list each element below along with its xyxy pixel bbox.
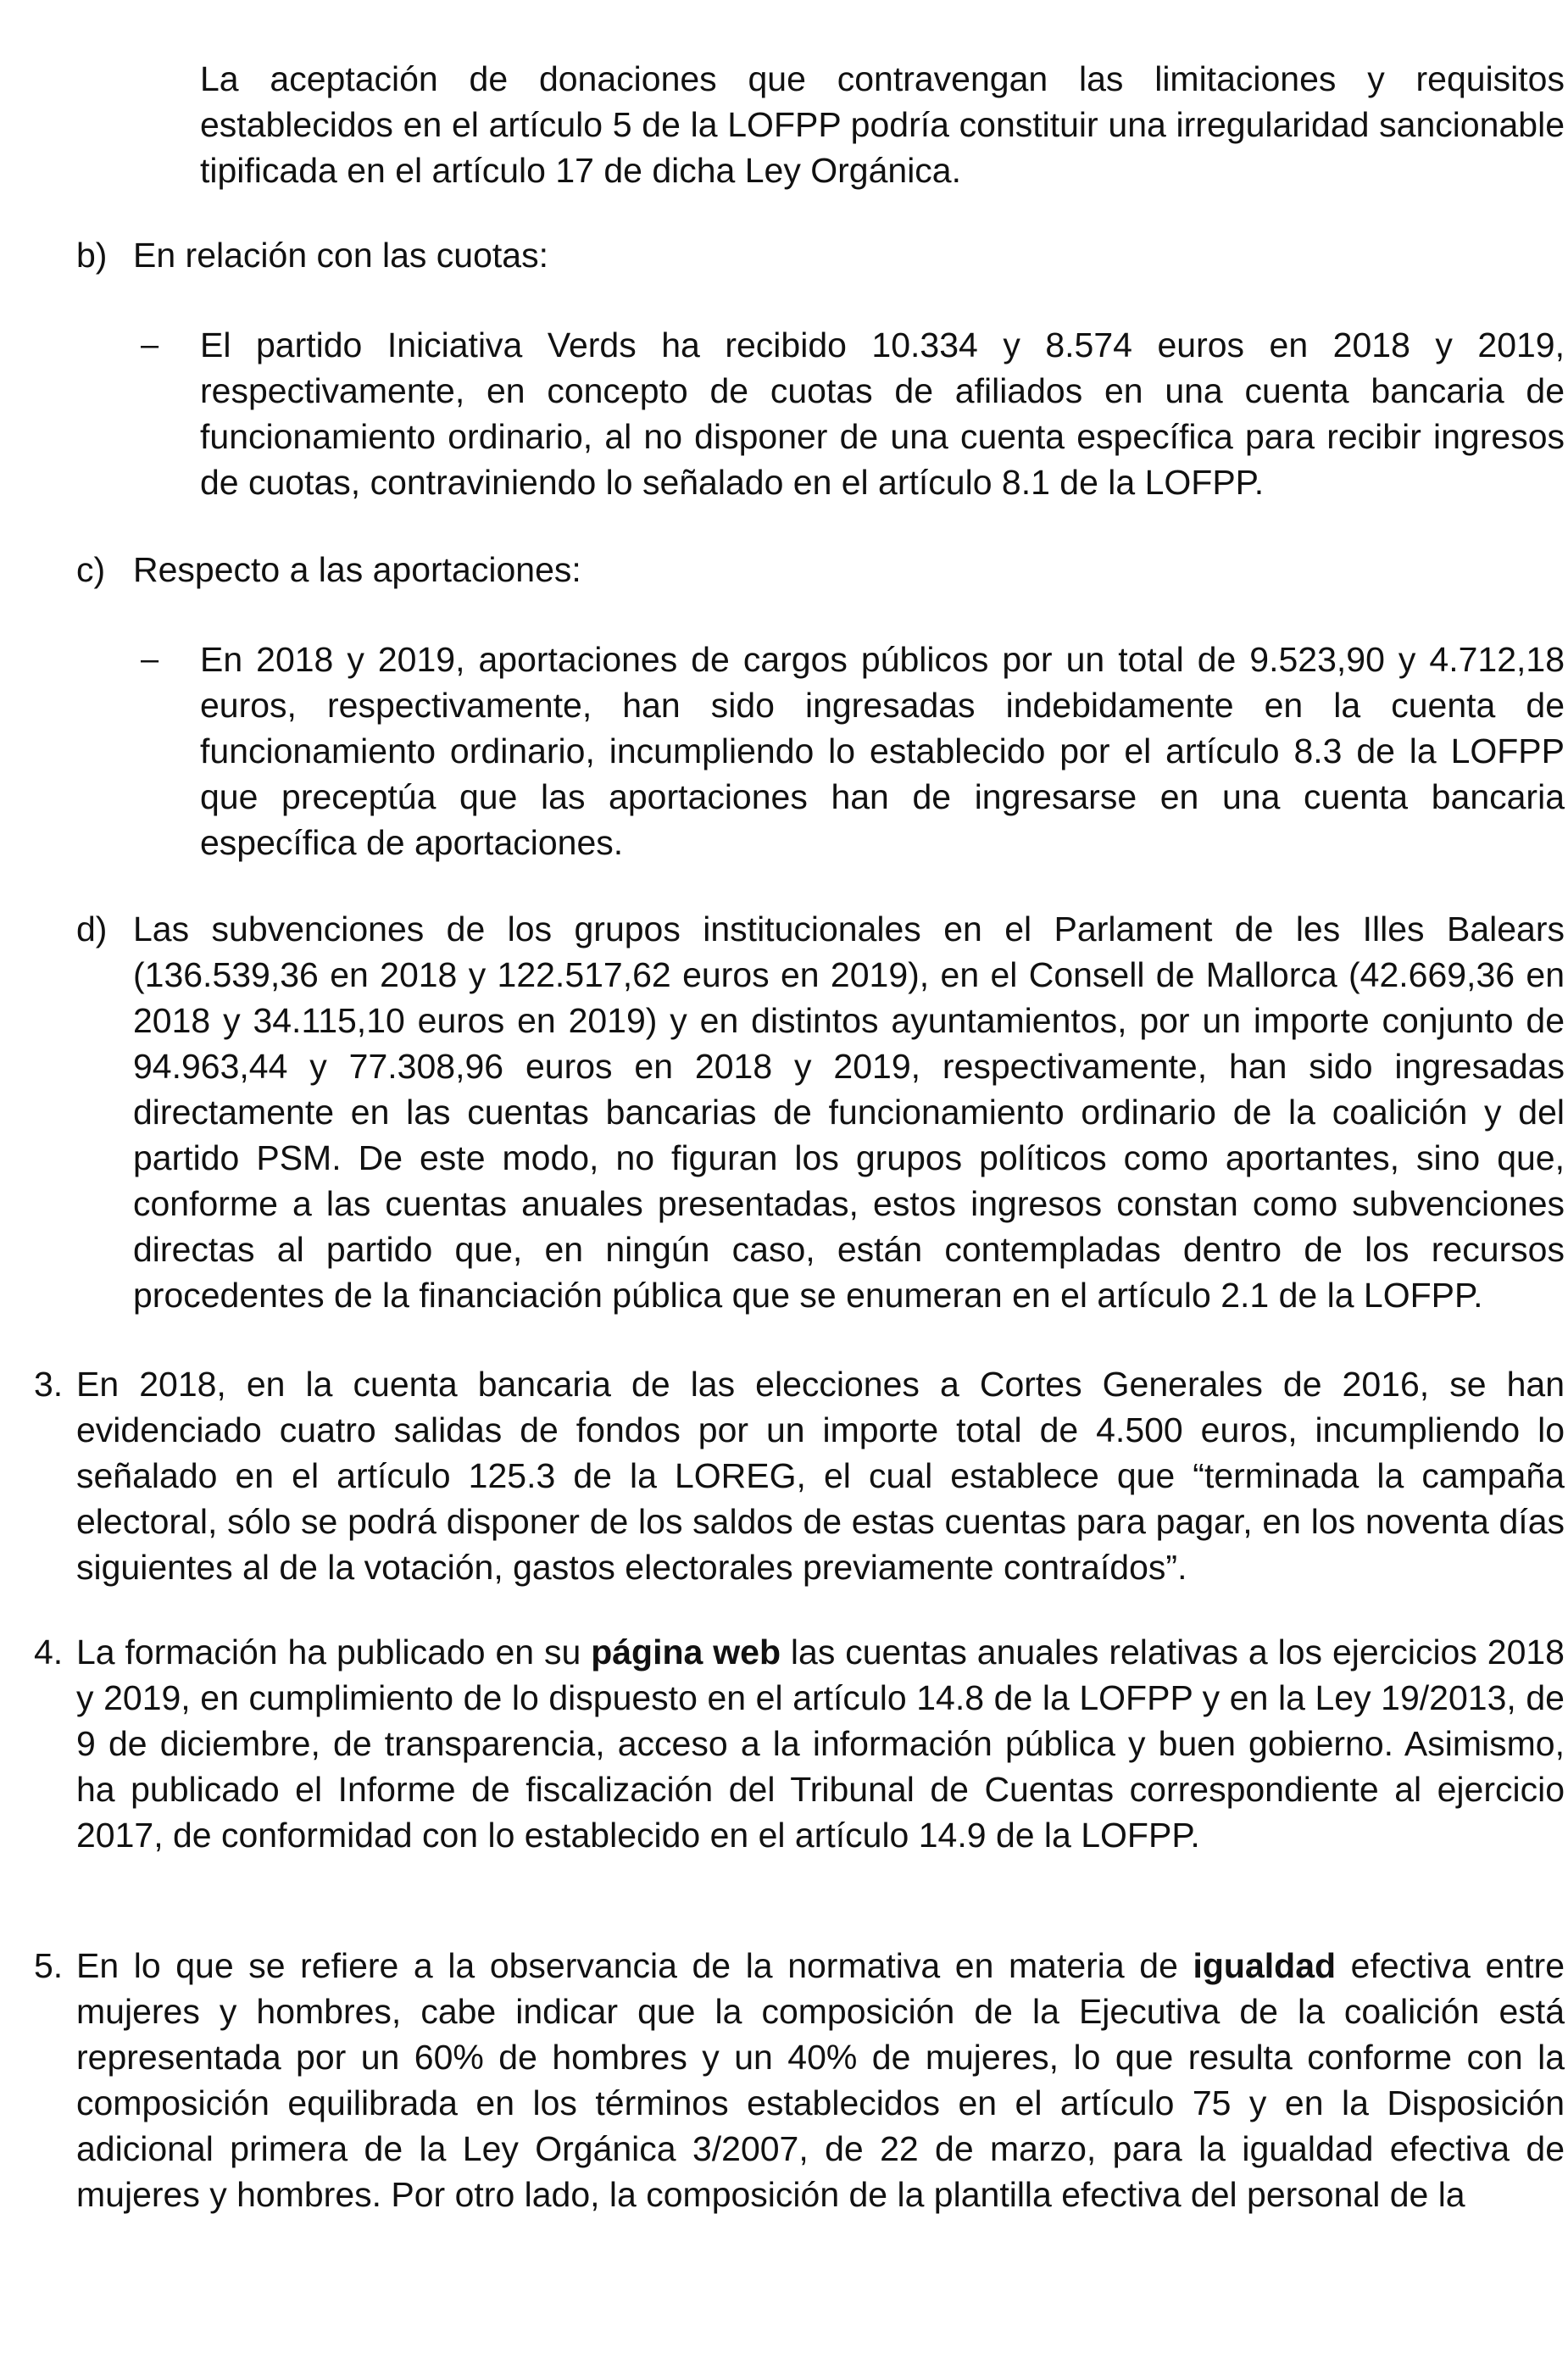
item-b-bullet <box>200 322 1565 505</box>
list-marker-d: d) <box>76 909 108 948</box>
bullet-text: En 2018 y 2019, aportaciones de cargos públicos por un total de 9.523,90 y 4.712,18 euros, respectivamente, han sido ingresadas indebidamente en la cuenta de funcionamiento ordinario, incumpliendo lo establecido por el artículo 8.3 de la LOFPP que preceptúa que las aportaciones han de ingresarse en una cuenta bancaria específica de aportaciones. <box>200 640 1565 862</box>
paragraph-text: La aceptación de donaciones que contravengan las limitaciones y requisitos establecidos en el artículo 5 de la LOFPP podría constituir una irregularidad sancionable tipificada en el artículo 17 de dicha Ley Orgánica. <box>200 59 1565 190</box>
list-marker-b: b) <box>76 236 108 275</box>
text-segment: La formación ha publicado en su <box>76 1633 592 1672</box>
text-segment: En lo que se refiere a la observancia de la normativa en materia de <box>76 1946 1193 1985</box>
text-segment: las cuentas anuales relativas a los ejercicios 2018 y 2019, en cumplimiento de lo dispuesto en el artículo 14.8 de la LOFPP y en la Ley 19/2013, de 9 de diciembre, de transparencia, acceso a la información pública y buen gobierno. Asimismo, ha publicado el Informe de fiscalización del Tribunal de Cuentas correspondiente al ejercicio 2017, de conformidad con lo establecido en el artículo 14.9 de la LOFPP. <box>76 1633 1565 1855</box>
item-b-heading <box>133 232 1565 278</box>
paragraph-text <box>76 1943 1565 2217</box>
heading-text: Respecto a las aportaciones: <box>133 550 581 589</box>
item-4-paragraph <box>76 1629 1565 1858</box>
list-marker-4: 4. <box>34 1633 64 1672</box>
bullet-text: El partido Iniciativa Verds ha recibido 10.334 y 8.574 euros en 2018 y 2019, respectivamente, en concepto de cuotas de afiliados en una cuenta bancaria de funcionamiento ordinario, al no disponer de una cuenta específica para recibir ingresos de cuotas, contraviniendo lo señalado en el artículo 8.1 de la LOFPP. <box>200 325 1565 502</box>
paragraph-text: En 2018, en la cuenta bancaria de las elecciones a Cortes Generales de 2016, se han evidenciado cuatro salidas de fondos por un importe total de 4.500 euros, incumpliendo lo señalado en el artículo 125.3 de la LOREG, el cual establece que “terminada la campaña electoral, sólo se podrá disponer de los saldos de estas cuentas para pagar, en los noventa días siguientes al de la votación, gastos electorales previamente contraídos”. <box>76 1365 1565 1587</box>
item-c-bullet <box>200 637 1565 865</box>
text-segment: efectiva entre mujeres y hombres, cabe indicar que la composición de la Ejecutiva de la coalición está representada por un 60% de hombres y un 40% de mujeres, lo que resulta conforme con la composición equilibrada en los términos establecidos en el artículo 75 y en la Disposición adicional primera de la Ley Orgánica 3/2007, de 22 de marzo, para la igualdad efectiva de mujeres y hombres. Por otro lado, la composición de la plantilla efectiva del personal de la <box>76 1946 1565 2214</box>
paragraph-text: Las subvenciones de los grupos institucionales en el Parlament de les Illes Balears (136.539,36 en 2018 y 122.517,62 euros en 2019), en el Consell de Mallorca (42.669,36 en 2018 y 34.115,10 euros en 2019) y en distintos ayuntamientos, por un importe conjunto de 94.963,44 y 77.308,96 euros en 2018 y 2019, respectivamente, han sido ingresadas directamente en las cuentas bancarias de funcionamiento ordinario de la coalición y del partido PSM. De este modo, no figuran los grupos políticos como aportantes, sino que, conforme a las cuentas anuales presentadas, estos ingresos constan como subvenciones directas al partido que, en ningún caso, están contempladas dentro de los recursos procedentes de la financiación pública que se enumeran en el artículo 2.1 de la LOFPP. <box>133 909 1565 1315</box>
list-marker-c: c) <box>76 550 106 589</box>
bold-term: igualdad <box>1193 1946 1337 1985</box>
bullet-dash-icon: – <box>141 642 159 677</box>
bullet-dash-icon: – <box>141 327 159 363</box>
bold-term: página web <box>591 1633 781 1672</box>
list-marker-3: 3. <box>34 1365 64 1404</box>
item-5-paragraph <box>76 1943 1565 2217</box>
paragraph-a-continuation <box>200 56 1565 193</box>
item-3-paragraph <box>76 1361 1565 1590</box>
item-d-paragraph <box>133 906 1565 1318</box>
paragraph-text <box>76 1629 1565 1858</box>
heading-text: En relación con las cuotas: <box>133 236 548 275</box>
list-marker-5: 5. <box>34 1946 64 1985</box>
item-c-heading <box>133 547 1565 592</box>
